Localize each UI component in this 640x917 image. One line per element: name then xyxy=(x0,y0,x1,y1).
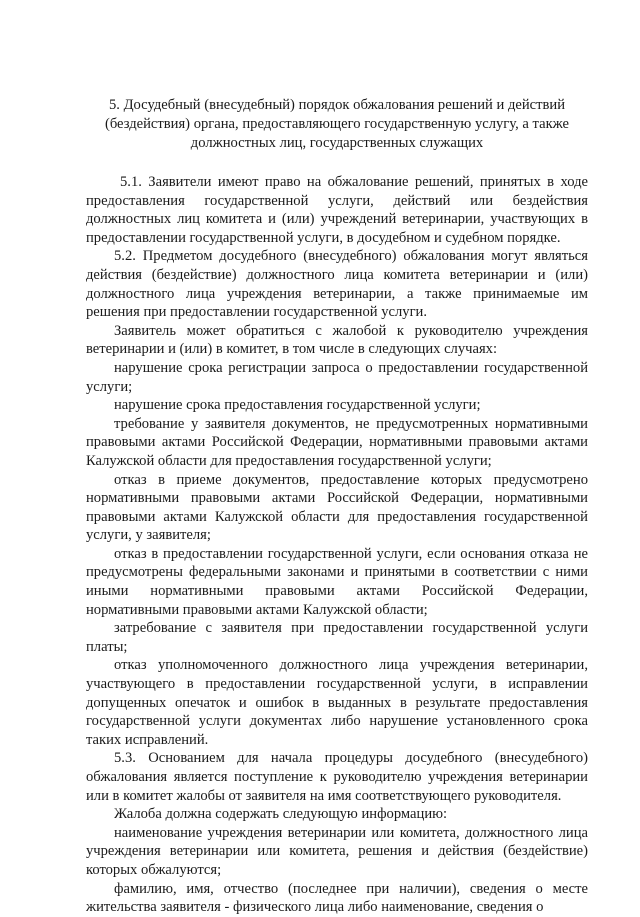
document-body xyxy=(86,173,588,917)
paragraph-complaint-intro: Заявитель может обратиться с жалобой к руководителю учреждения ветеринарии и (или) в комитет, в том числе в следующих случаях: xyxy=(86,322,588,358)
list-item-refusal-acceptance: отказ в приеме документов, предоставление которых предусмотрено нормативными правовыми актами Российской Федерации, нормативными правовыми актами Калужской области для предоставления государственной услуги, у заявителя; xyxy=(86,471,588,544)
list-item-correction-refusal: отказ уполномоченного должностного лица учреждения ветеринарии, участвующего в предоставлении государственной услуги, в исправлении допущенных опечаток и ошибок в выданных в результате предоставления государственной услуги документах либо нарушение установленного срока таких исправлений. xyxy=(86,657,588,748)
paragraph-5-2: 5.2. Предметом досудебного (внесудебного) обжалования могут являться действия (бездействие) должностного лица комитета ветеринарии и (или) должностного лица учреждения ветеринарии, а также принимаемые им решения при предоставлении государственной услуги. xyxy=(86,248,588,321)
list-item-extra-documents: требование у заявителя документов, не предусмотренных нормативными правовыми актами Российской Федерации, нормативными правовыми актами Калужской области для предоставления государственной услуги; xyxy=(86,415,588,469)
list-item-refusal-service: отказ в предоставлении государственной услуги, если основания отказа не предусмотрены федеральными законами и принятыми в соответствии с ними иными нормативными правовыми актами Российской Федерации, нормативными правовыми актами Калужской области; xyxy=(86,545,588,618)
list-item-institution-name: наименование учреждения ветеринарии или комитета, должностного лица учреждения ветеринарии или комитета, решения и действия (бездействие) которых обжалуются; xyxy=(86,824,588,878)
section-heading: 5. Досудебный (внесудебный) порядок обжалования решений и действий (бездействия) органа, предоставляющего государственную услугу, а также должностных лиц, государственных служащих xyxy=(104,97,570,151)
list-item-registration-deadline: нарушение срока регистрации запроса о предоставлении государственной услуги; xyxy=(86,359,588,395)
list-item-service-deadline: нарушение срока предоставления государственной услуги; xyxy=(114,397,481,414)
list-item-fee-demand: затребование с заявителя при предоставлении государственной услуги платы; xyxy=(86,620,588,655)
list-item-applicant-details: фамилию, имя, отчество (последнее при наличии), сведения о месте жительства заявителя - физического лица либо наименование, сведения о xyxy=(86,880,588,916)
paragraph-5-1: 5.1. Заявители имеют право на обжалование решений, принятых в ходе предоставления государственной услуги, действий или бездействия должностных лиц комитета и (или) учреждений ветеринарии, участвующих в предоставлении государственной услуги, в досудебном и судебном порядке. xyxy=(86,174,588,246)
paragraph-5-3: 5.3. Основанием для начала процедуры досудебного (внесудебного) обжалования является поступление к руководителю учреждения ветеринарии или в комитет жалобы от заявителя на имя соответствующего руководителя. xyxy=(86,750,588,804)
paragraph-complaint-contents: Жалоба должна содержать следующую информацию: xyxy=(114,806,448,823)
